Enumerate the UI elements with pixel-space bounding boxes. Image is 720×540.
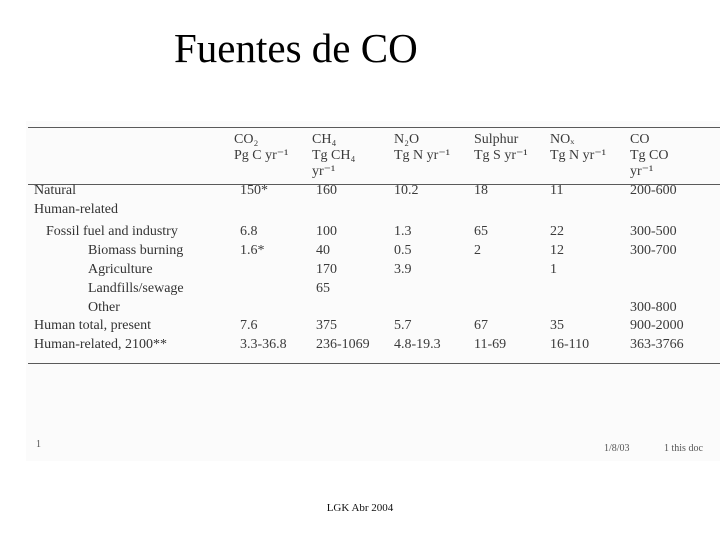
- footnote-date: 1/8/03: [604, 443, 630, 454]
- table-cell: 236-1069: [316, 337, 370, 352]
- table-cell: 10.2: [394, 183, 419, 198]
- footnote-right: 1 this doc: [664, 443, 703, 454]
- column-header-line: Tg N yr⁻¹: [550, 148, 606, 163]
- table-cell: 67: [474, 318, 488, 333]
- table-cell: 12: [550, 243, 564, 258]
- slide-footer: LGK Abr 2004: [326, 502, 394, 514]
- table-cell: 1.6*: [240, 243, 265, 258]
- column-header-line: Pg C yr⁻¹: [234, 148, 289, 163]
- table-cell: 11: [550, 183, 564, 198]
- table-cell: 22: [550, 224, 564, 239]
- column-header-line: yr⁻¹: [312, 164, 336, 179]
- footnote-left: 1: [36, 439, 41, 450]
- column-header-line: Tg S yr⁻¹: [474, 148, 528, 163]
- table-cell: 363-3766: [630, 337, 684, 352]
- column-header-line: Tg CO: [630, 148, 669, 163]
- table-cell: 1.3: [394, 224, 412, 239]
- column-header-line: CO: [630, 132, 650, 147]
- table-cell: 35: [550, 318, 564, 333]
- table-cell: 6.8: [240, 224, 258, 239]
- table-cell: 3.9: [394, 262, 412, 277]
- table-cell: 65: [474, 224, 488, 239]
- row-label: Natural: [34, 183, 76, 198]
- table-cell: 7.6: [240, 318, 258, 333]
- column-header-line: CO₂: [234, 132, 259, 147]
- table-header-rule: [28, 184, 720, 185]
- table-top-rule: [28, 127, 720, 128]
- table-cell: 900-2000: [630, 318, 684, 333]
- column-header-line: Sulphur: [474, 132, 519, 147]
- row-label: Human-related: [34, 202, 118, 217]
- column-header-line: Tg N yr⁻¹: [394, 148, 450, 163]
- scanned-table: [26, 121, 720, 461]
- row-label: Human total, present: [34, 318, 152, 333]
- table-cell: 16-110: [550, 337, 590, 352]
- table-cell: 5.7: [394, 318, 412, 333]
- row-label: Human-related, 2100**: [34, 337, 167, 352]
- column-header-line: Tg CH₄: [312, 148, 356, 163]
- table-cell: 200-600: [630, 183, 677, 198]
- row-label: Fossil fuel and industry: [46, 224, 178, 239]
- row-label: Other: [88, 300, 120, 315]
- table-cell: 40: [316, 243, 330, 258]
- table-cell: 100: [316, 224, 337, 239]
- table-cell: 300-800: [630, 300, 677, 315]
- table-cell: 150*: [240, 183, 268, 198]
- row-label: Landfills/sewage: [88, 281, 184, 296]
- table-cell: 65: [316, 281, 330, 296]
- table-cell: 300-500: [630, 224, 677, 239]
- table-cell: 1: [550, 262, 557, 277]
- page-title: Fuentes de CO: [174, 25, 418, 71]
- table-cell: 170: [316, 262, 337, 277]
- table-bottom-rule: [28, 363, 720, 364]
- row-label: Biomass burning: [88, 243, 184, 258]
- table-cell: 300-700: [630, 243, 677, 258]
- table-cell: 160: [316, 183, 337, 198]
- column-header-line: NOₓ: [550, 132, 575, 147]
- table-cell: 3.3-36.8: [240, 337, 287, 352]
- table-cell: 4.8-19.3: [394, 337, 441, 352]
- table-cell: 2: [474, 243, 481, 258]
- column-header-line: N₂O: [394, 132, 420, 147]
- table-cell: 0.5: [394, 243, 412, 258]
- row-label: Agriculture: [88, 262, 153, 277]
- column-header-line: CH₄: [312, 132, 337, 147]
- table-cell: 11-69: [474, 337, 507, 352]
- table-cell: 375: [316, 318, 337, 333]
- column-header-line: yr⁻¹: [630, 164, 654, 179]
- table-cell: 18: [474, 183, 488, 198]
